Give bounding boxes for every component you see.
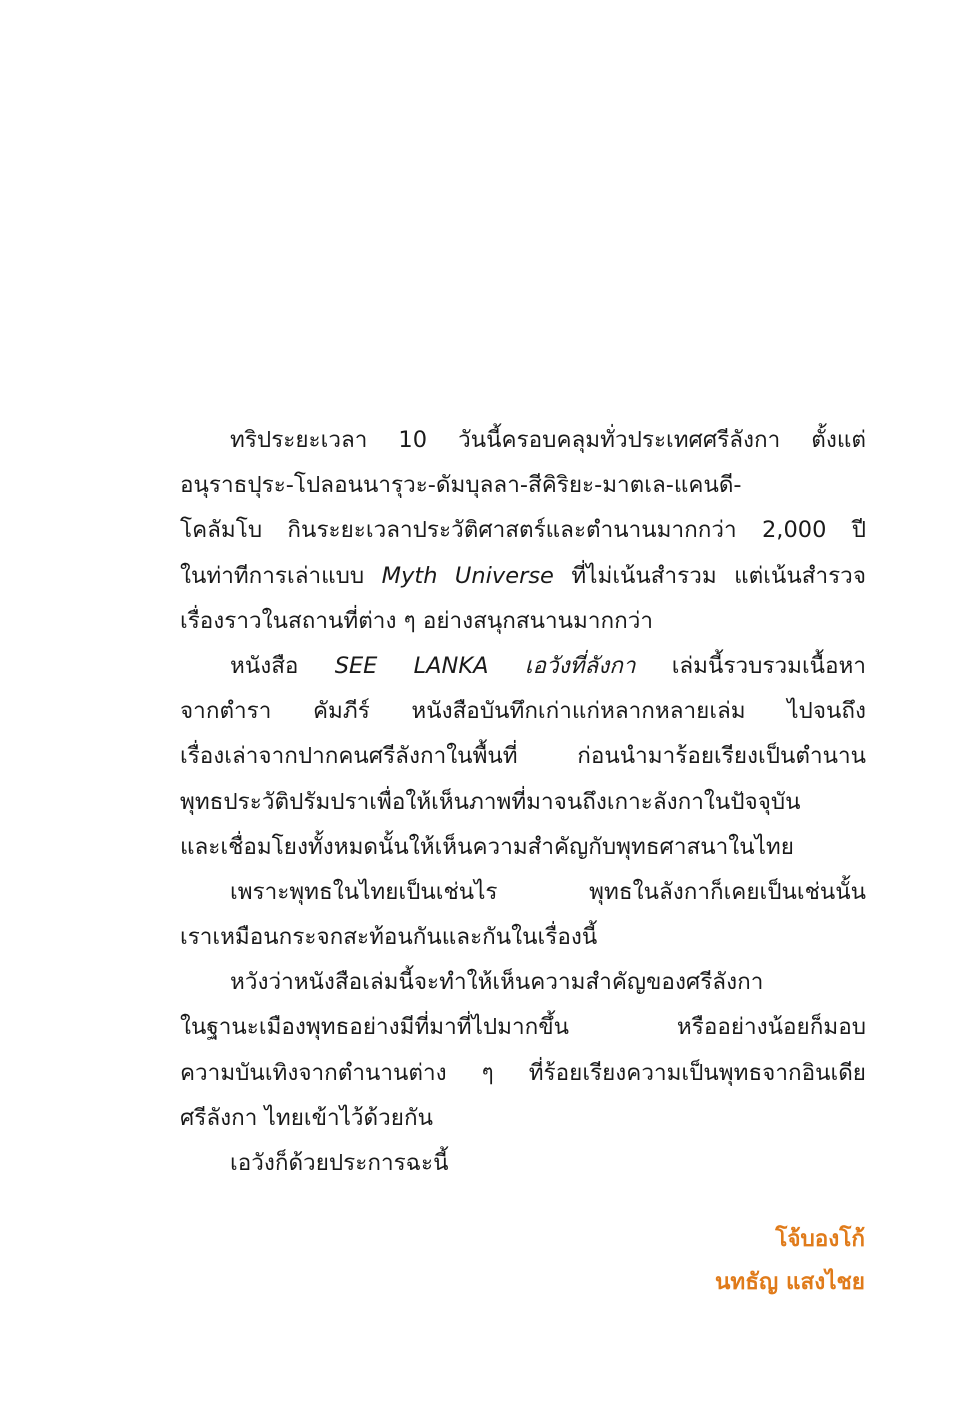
paragraph-3-line-2: เราเหมือนกระจกสะท้อนกันและกันในเรื่องนี้ xyxy=(180,924,598,951)
paragraph-2-line-3: เรื่องเล่าจากปากคนศรีลังกาในพื้นที่ ก่อนนำมาร้อยเรียงเป็นตำนาน xyxy=(180,743,866,770)
author-signature xyxy=(715,1218,865,1304)
paragraph-1-line-5: เรื่องราวในสถานที่ต่าง ๆ อย่างสนุกสนานมากกว่า xyxy=(180,607,653,634)
paragraph-1-line-2: อนุราธปุระ-โปลอนนารุวะ-ดัมบุลลา-สีคิริยะ-มาตเล-แคนดี- xyxy=(180,472,742,499)
paragraph-4-line-4: ศรีลังกา ไทยเข้าไว้ด้วยกัน xyxy=(180,1104,433,1131)
paragraph-4-line-2: ในฐานะเมืองพุทธอย่างมีที่มาที่ไปมากขึ้น หรืออย่างน้อยก็มอบ xyxy=(180,1014,866,1041)
paragraph-4-line-3: ความบันเทิงจากตำนานต่าง ๆ ที่ร้อยเรียงความเป็นพุทธจากอินเดีย xyxy=(180,1059,866,1086)
paragraph-3-line-1: เพราะพุทธในไทยเป็นเช่นไร พุทธในลังกาก็เคยเป็นเช่นนั้น xyxy=(230,878,866,905)
paragraph-2-line-1-text: หนังสือ xyxy=(230,652,335,679)
paragraph-2-line-5: และเชื่อมโยงทั้งหมดนั้นให้เห็นความสำคัญกับพุทธศาสนาในไทย xyxy=(180,833,794,860)
paragraph-2-line-4: พุทธประวัติปรัมปราเพื่อให้เห็นภาพที่มาจนถึงเกาะลังกาในปัจจุบัน xyxy=(180,788,801,815)
preface-text xyxy=(180,418,866,1186)
author-real-name: นทธัญ แสงไชย xyxy=(715,1269,865,1295)
paragraph-2-line-1-text-end: เล่มนี้รวบรวมเนื้อหา xyxy=(635,652,866,679)
book-title: SEE LANKA เอวังที่ลังกา xyxy=(334,652,636,679)
paragraph-1-line-4-text: ในท่าทีการเล่าแบบ xyxy=(180,562,382,589)
author-pen-name: โจ้บองโก้ xyxy=(775,1226,865,1252)
paragraph-4-line-1: หวังว่าหนังสือเล่มนี้จะทำให้เห็นความสำคัญของศรีลังกา xyxy=(230,969,764,996)
paragraph-5-line-1: เอวังก็ด้วยประการฉะนี้ xyxy=(230,1150,449,1176)
paragraph-1-line-4-text-end: ที่ไม่เน้นสำรวม แต่เน้นสำรวจ xyxy=(553,562,866,589)
paragraph-1-line-4 xyxy=(180,554,866,599)
paragraph-2-line-2: จากตำรา คัมภีร์ หนังสือบันทึกเก่าแก่หลากหลายเล่ม ไปจนถึง xyxy=(180,698,866,725)
paragraph-1-line-1: ทริประยะเวลา 10 วันนี้ครอบคลุมทั่วประเทศศรีลังกา ตั้งแต่ xyxy=(230,427,866,453)
myth-universe-title: Myth Universe xyxy=(381,562,554,589)
paragraph-1-line-3: โคลัมโบ กินระยะเวลาประวัติศาสตร์และตำนานมากกว่า 2,000 ปี xyxy=(180,517,866,544)
paragraph-2-line-1 xyxy=(180,644,866,689)
